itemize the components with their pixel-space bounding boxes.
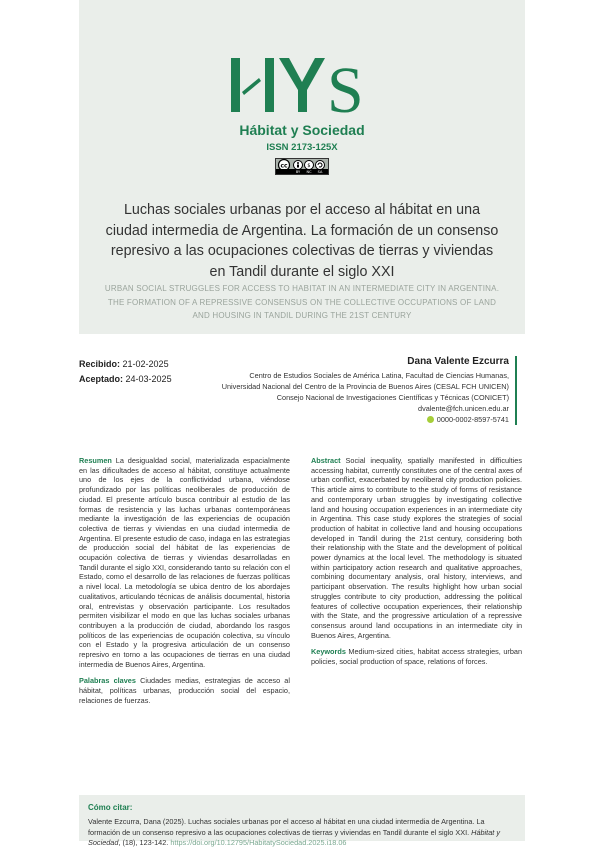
author-orcid[interactable]: 0000-0002-8597-5741 <box>436 415 509 424</box>
issn: ISSN 2173-125X <box>266 142 338 153</box>
keywords-spanish-text: Ciudades medias, estrategias de acceso al hábitat, políticas urbanas, producción social del espacio, relaciones de fuerzas. <box>79 676 290 705</box>
citation-label: Cómo citar: <box>88 803 133 812</box>
article-title: Luchas sociales urbanas por el acceso al hábitat en una ciudad intermedia de Argentina. La formación de un consenso represivo a las ocupaciones colectivas de tierras y viviendas en Tandil durante el siglo XXI <box>105 202 499 280</box>
keywords-english-label: Keywords <box>311 647 346 657</box>
journal-name: Hábitat y Sociedad <box>239 122 365 138</box>
svg-text:$: $ <box>307 163 311 169</box>
journal-header <box>79 0 525 334</box>
abstract-spanish-label: Resumen <box>79 456 112 465</box>
abstract-english-label: Abstract <box>311 456 341 465</box>
received-label: Recibido: <box>79 359 121 369</box>
article-dates <box>79 357 172 387</box>
citation-journal: Hábitat y Sociedad <box>88 827 500 847</box>
svg-text:NC: NC <box>306 170 312 175</box>
accepted-label: Aceptado: <box>79 374 124 384</box>
author-email[interactable]: dvalente@fch.unicen.edu.ar <box>418 404 509 413</box>
accepted-date: 24-03-2025 <box>125 374 172 384</box>
svg-text:S: S <box>327 54 364 116</box>
citation-volume: , (18), 123-142. <box>118 838 169 847</box>
author-name: Dana Valente Ezcurra <box>407 356 509 367</box>
journal-logo <box>79 54 525 120</box>
citation-text <box>88 817 516 849</box>
abstract-english <box>311 456 522 640</box>
svg-text:BY: BY <box>295 170 301 175</box>
author-affiliation: Consejo Nacional de Investigaciones Científicas y Técnicas (CONICET) <box>276 393 509 402</box>
svg-text:cc: cc <box>280 162 288 170</box>
orcid-icon <box>427 416 434 423</box>
keywords-spanish <box>79 676 290 705</box>
abstract-english-column <box>311 456 522 667</box>
author-affiliation: Centro de Estudios Sociales de América Latina, Facultad de Ciencias Humanas, <box>249 371 509 380</box>
author-affiliation: Universidad Nacional del Centro de la Provincia de Buenos Aires (CESAL FCH UNICEN) <box>221 382 509 391</box>
cc-by-nc-sa-icon <box>275 158 329 175</box>
received-date: 21-02-2025 <box>122 359 169 369</box>
author-block <box>179 356 517 425</box>
hys-logo-icon <box>227 54 377 116</box>
keywords-spanish-label: Palabras claves <box>79 676 136 686</box>
abstract-spanish <box>79 456 290 669</box>
svg-text:SA: SA <box>317 170 323 175</box>
keywords-english <box>311 647 522 666</box>
keywords-english-text: Medium-sized cities, habitat access strategies, urban policies, social production of space, relations of forces. <box>311 647 523 667</box>
abstract-english-text: Social inequality, spatially manifested in difficulties accessing habitat, currently constitutes one of the central axes of urban conflict, exacerbated by neoliberal city production policies. This article aims to contribute to the study of forms of resistance and contemporary urban struggles by investigating collective land and housing occupation experiences in an intermediate city in Argentina. This case study explores the strategies of social production of habitat in collective land and housing occupations developed in Tandil during the 21st century, considering both their relationship with the State and the development of political power dynamics at the local level. The methodology is situated within participatory action research and qualitative approaches, combining documentary analysis, oral history, interviews, and participant observation. The results highlight how urban social struggles contribute to city production, addressing the political features of collective occupation experiences, their relationship with the State, and the progressive articulation of a repressive consensus around land occupations in an intermediate city in Buenos Aires, Argentina. <box>311 456 523 640</box>
abstract-spanish-column <box>79 456 290 706</box>
doi-link[interactable]: https://doi.org/10.12795/HabitatySociedad.2025.i18.06 <box>170 838 347 847</box>
article-title-english: URBAN SOCIAL STRUGGLES FOR ACCESS TO HABITAT IN AN INTERMEDIATE CITY IN ARGENTINA. THE FORMATION OF A REPRESSIVE CONSENSUS ON THE COLLECTIVE OCCUPATIONS OF LAND AND HOUSING IN TANDIL DURING THE 21ST CENTURY <box>104 284 500 320</box>
citation-body: Valente Ezcurra, Dana (2025). Luchas sociales urbanas por el acceso al hábitat en una ciudad intermedia de Argentina. La formación de un consenso represivo a las ocupaciones colectivas de tierras y viviendas en Tandil durante el siglo XXI. <box>88 817 485 837</box>
abstract-spanish-text: La desigualdad social, materializada espacialmente en las dificultades de acceso al hábitat, constituye actualmente uno de los ejes de la conflictividad urbana, viéndose profundizado por las políticas neoliberales de producción de ciudad. El presente artículo busca contribuir al estudio de las formas de resistencia y las luchas urbanas contemporáneas mediante la investigación de las experiencias de ocupación colectiva de tierras y viviendas en una ciudad intermedia de Argentina. El presente estudio de caso, indaga en las estrategias de producción social del hábitat de las experiencias de ocupación colectiva de tierras y viviendas desarrolladas en Tandil durante el siglo XXI, considerando tanto su relación con el Estado, como el desarrollo de las relaciones de fuerzas políticas a nivel local. La metodología se ubica dentro de los abordajes cualitativos, articulando técnicas de análisis documental, historia oral, entrevistas y observación participante. Los resultados permiten visibilizar el modo en que las luchas sociales urbanas contribuyen a la producción de ciudad, abordando los rasgos políticos de las experiencias de ocupación colectiva, su vínculo con el Estado y la progresiva articulación de un consenso represivo en torno a las ocupaciones de tierras en una ciudad intermedia de Buenos Aires, Argentina. <box>79 456 290 669</box>
